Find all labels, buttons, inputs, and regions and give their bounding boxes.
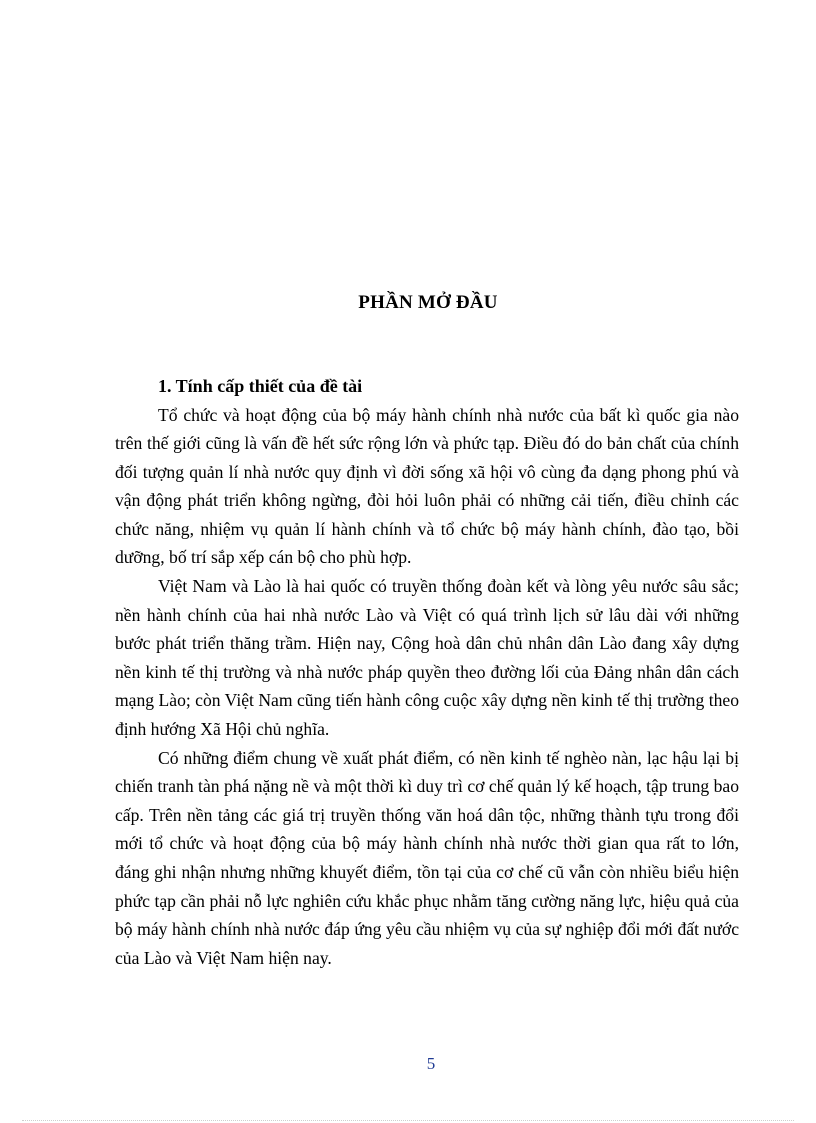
page-title: PHẦN MỞ ĐẦU [358,292,498,313]
paragraph-3: Có những điểm chung về xuất phát điểm, có nền kinh tế nghèo nàn, lạc hậu lại bị chiến tranh tàn phá nặng nề và một thời kì duy trì cơ chế quản lý kế hoạch, tập trung bao cấp. Trên nền tảng các giá trị truyền thống văn hoá dân tộc, những thành tựu trong đổi mới tổ chức và hoạt động của bộ máy hành chính nhà nước thời gian qua rất to lớn, đáng ghi nhận nhưng những khuyết điểm, tồn tại của cơ chế cũ vẫn còn nhiều biểu hiện phức tạp cần phải nỗ lực nghiên cứu khắc phục nhằm tăng cường năng lực, hiệu quả của bộ máy hành chính nhà nước đáp ứng yêu cầu nhiệm vụ của sự nghiệp đổi mới đất nước của Lào và Việt Nam hiện nay. [115,747,739,968]
paragraph-2: Việt Nam và Lào là hai quốc có truyền thống đoàn kết và lòng yêu nước sâu sắc; nền hành chính của hai nhà nước Lào và Việt có quá trình lịch sử lâu dài với những bước phát triển thăng trầm. Hiện nay, Cộng hoà dân chủ nhân dân Lào đang xây dựng nền kinh tế thị trường và nhà nước pháp quyền theo đường lối của Đảng nhân dân cách mạng Lào; còn Việt Nam cũng tiến hành công cuộc xây dựng nền kinh tế thị trường theo định hướng Xã Hội chủ nghĩa. [115,576,739,740]
section-heading: 1. Tính cấp thiết của đề tài [158,376,363,396]
page-number: 5 [426,1054,436,1073]
page-bottom-divider [22,1120,794,1121]
paragraph-1: Tổ chức và hoạt động của bộ máy hành chính nhà nước của bất kì quốc gia nào trên thế giới cũng là vấn đề hết sức rộng lớn và phức tạp. Điều đó do bản chất của chính đối tượng quản lí nhà nước quy định vì đời sống xã hội vô cùng đa dạng phong phú và vận động phát triển không ngừng, đòi hỏi luôn phải có những cải tiến, điều chỉnh các chức năng, nhiệm vụ quản lí hành chính và tổ chức bộ máy hành chính, đào tạo, bồi dưỡng, bố trí sắp xếp cán bộ cho phù hợp. [115,404,739,568]
section-body [115,372,739,972]
